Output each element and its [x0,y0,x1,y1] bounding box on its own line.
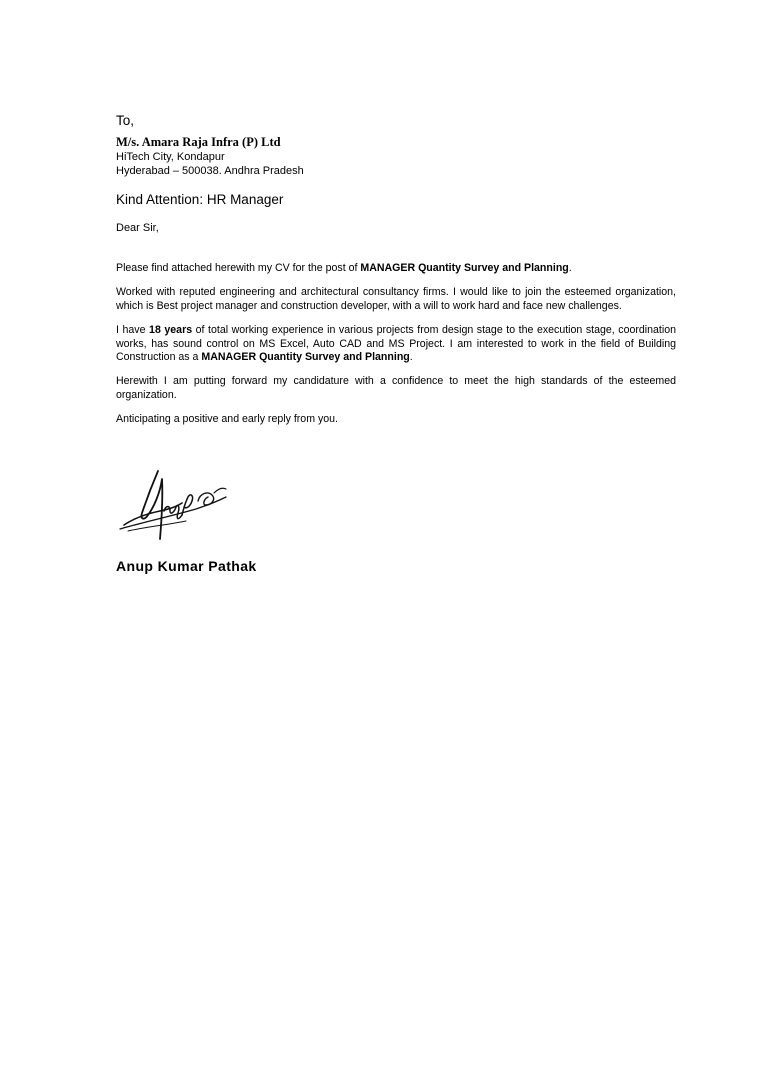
paragraph-1 [116,262,676,275]
paragraph-3 [116,324,676,364]
recipient-company: M/s. Amara Raja Infra (P) Ltd [116,135,281,149]
sender-name: Anup Kumar Pathak [116,558,257,574]
paragraph-3-middle: of total working experience in various projects from design stage to the execution stage, coordination works, has sound control on MS Excel, Auto CAD and MS Project. I am interested to work in the field of Building Construction as a [116,324,676,364]
signature-image [116,467,236,547]
paragraph-3-end: . [409,351,413,364]
paragraph-3-years: 18 years [149,324,193,337]
paragraph-1-end: . [568,262,572,274]
recipient-address-line1: HiTech City, Kondapur [116,151,225,163]
salutation: Dear Sir, [116,222,159,234]
recipient-address-line2: Hyderabad – 500038. Andhra Pradesh [116,165,304,177]
attention-line: Kind Attention: HR Manager [116,192,284,207]
paragraph-2: Worked with reputed engineering and architectural consultancy firms. I would like to join the esteemed organization, which is Best project manager and construction developer, with a will to work hard and face new challenges. [116,286,676,312]
closing-line: Anticipating a positive and early reply from you. [116,413,338,426]
paragraph-4: Herewith I am putting forward my candidature with a confidence to meet the high standards of the esteemed organization. [116,375,676,401]
paragraph-3-text: I have [116,324,150,337]
recipient-to: To, [116,113,135,128]
letter-content [116,112,676,574]
paragraph-1-text: Please find attached herewith my CV for the post of [116,262,361,274]
paragraph-1-post-title: MANAGER Quantity Survey and Planning [360,262,569,274]
paragraph-3-post-title: MANAGER Quantity Survey and Planning [201,351,410,364]
